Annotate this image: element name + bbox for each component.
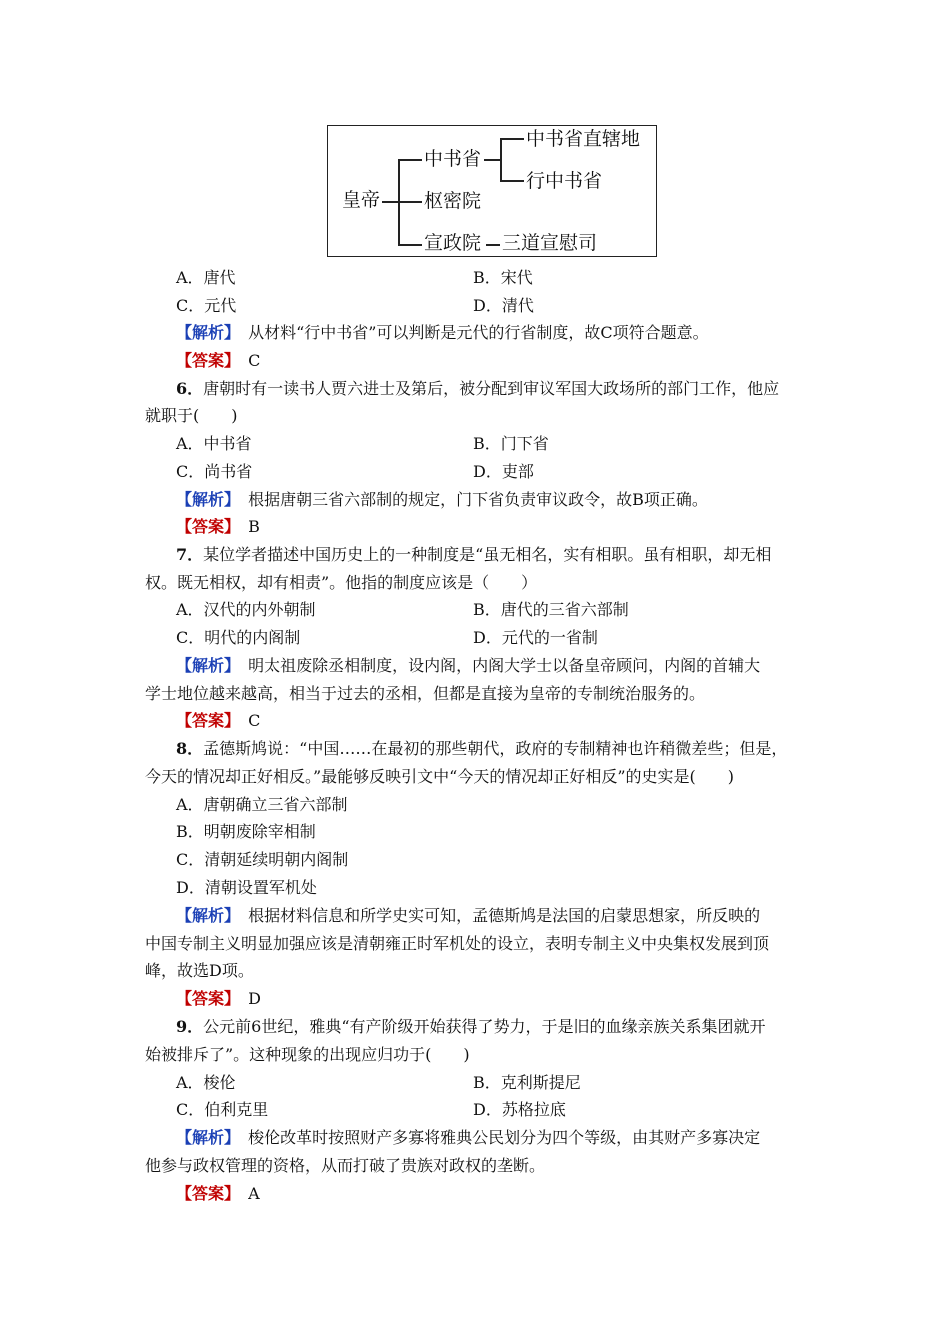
q6-option-a: A．中书省 bbox=[176, 434, 252, 453]
analysis-label: 解析 bbox=[192, 323, 225, 342]
q7-number: 7． bbox=[176, 545, 204, 564]
q6-answer: 【答案】 B bbox=[176, 517, 260, 536]
q5-answer-text: C bbox=[248, 351, 261, 370]
q9-analysis-line2: 他参与政权管理的资格，从而打破了贵族对政权的垄断。 bbox=[145, 1156, 546, 1175]
q5-analysis: 【解析】 从材料“行中书省”可以判断是元代的行省制度，故C项符合题意。 bbox=[176, 323, 709, 342]
q8-analysis-line2: 中国专制主义明显加强应该是清朝雍正时军机处的设立，表明专制主义中央集权发展到顶 bbox=[145, 934, 770, 953]
q6-option-b: B．门下省 bbox=[473, 434, 549, 453]
q5-analysis-text: 从材料“行中书省”可以判断是元代的行省制度，故C项符合题意。 bbox=[248, 323, 709, 342]
q7-option-d: D．元代的一省制 bbox=[473, 628, 598, 647]
diagram-connector bbox=[500, 138, 524, 140]
diagram-node-direct-area: 中书省直辖地 bbox=[526, 128, 641, 150]
q7-answer: 【答案】 C bbox=[176, 711, 261, 730]
q9-option-b: B．克利斯提尼 bbox=[473, 1073, 581, 1092]
q9-analysis-line1: 【解析】 梭伦改革时按照财产多寡将雅典公民划分为四个等级，由其财产多寡决定 bbox=[176, 1128, 761, 1147]
q9-answer-text: A bbox=[248, 1184, 260, 1203]
q9-stem-line2: 始被排斥了”。这种现象的出现应归功于( ) bbox=[145, 1045, 470, 1064]
diagram-connector bbox=[484, 159, 500, 161]
yuan-structure-diagram bbox=[327, 125, 657, 257]
q8-option-a: A．唐朝确立三省六部制 bbox=[176, 795, 348, 814]
q8-analysis-line1: 【解析】 根据材料信息和所学史实可知，孟德斯鸠是法国的启蒙思想家，所反映的 bbox=[176, 906, 761, 925]
q5-option-d: D．清代 bbox=[473, 296, 534, 315]
q7-option-c: C．明代的内阁制 bbox=[176, 628, 301, 647]
diagram-node-zhongshusheng: 中书省 bbox=[424, 148, 482, 170]
diagram-node-emperor: 皇帝 bbox=[342, 189, 381, 211]
q8-option-c: C．清朝延续明朝内阁制 bbox=[176, 850, 349, 869]
q8-option-b: B．明朝废除宰相制 bbox=[176, 822, 316, 841]
diagram-node-xuanzhengyuan: 宣政院 bbox=[424, 232, 482, 254]
diagram-connector bbox=[382, 201, 398, 203]
q8-option-d: D．清朝设置军机处 bbox=[176, 878, 317, 897]
q9-number: 9． bbox=[176, 1017, 204, 1036]
q6-option-d: D．吏部 bbox=[473, 462, 534, 481]
q6-stem-line2: 就职于( ) bbox=[145, 406, 238, 425]
diagram-node-shumiyuan: 枢密院 bbox=[424, 190, 482, 212]
q8-number: 8． bbox=[176, 739, 204, 758]
diagram-connector bbox=[500, 138, 502, 181]
q5-option-c: C．元代 bbox=[176, 296, 237, 315]
q6-answer-text: B bbox=[248, 517, 260, 536]
diagram-connector bbox=[398, 159, 422, 161]
q9-answer: 【答案】 A bbox=[176, 1184, 260, 1203]
diagram-node-province: 行中书省 bbox=[526, 170, 603, 192]
q9-option-a: A．梭伦 bbox=[176, 1073, 236, 1092]
q9-stem-line1: 9．公元前6世纪，雅典“有产阶级开始获得了势力，于是旧的血缘亲族关系集团就开 bbox=[176, 1017, 766, 1036]
q7-analysis-line1: 【解析】 明太祖废除丞相制度，设内阁，内阁大学士以备皇帝顾问，内阁的首辅大 bbox=[176, 656, 761, 675]
q7-stem-line2: 权。既无相权，却有相责”。他指的制度应该是（ ） bbox=[145, 573, 538, 592]
diagram-node-xuanweisi: 三道宣慰司 bbox=[502, 232, 598, 254]
q7-option-a: A．汉代的内外朝制 bbox=[176, 600, 316, 619]
q9-option-d: D．苏格拉底 bbox=[473, 1100, 566, 1119]
q8-stem-line1: 8．孟德斯鸠说：“中国……在最初的那些朝代，政府的专制精神也许稍微差些；但是， bbox=[176, 739, 788, 758]
q8-answer-text: D bbox=[248, 989, 261, 1008]
q8-answer: 【答案】 D bbox=[176, 989, 261, 1008]
q8-analysis-line3: 峰，故选D项。 bbox=[145, 961, 254, 980]
q7-answer-text: C bbox=[248, 711, 261, 730]
q5-option-a: A．唐代 bbox=[176, 268, 236, 287]
q8-stem-line2: 今天的情况却正好相反。”最能够反映引文中“今天的情况却正好相反”的史实是( ) bbox=[145, 767, 735, 786]
diagram-connector bbox=[500, 180, 524, 182]
q6-analysis-text: 根据唐朝三省六部制的规定，门下省负责审议政令，故B项正确。 bbox=[248, 490, 708, 509]
diagram-connector bbox=[398, 201, 422, 203]
q9-option-c: C．伯利克里 bbox=[176, 1100, 269, 1119]
q5-option-b: B．宋代 bbox=[473, 268, 533, 287]
q5-answer: 【答案】 C bbox=[176, 351, 261, 370]
q6-number: 6． bbox=[176, 379, 204, 398]
q6-analysis: 【解析】 根据唐朝三省六部制的规定，门下省负责审议政令，故B项正确。 bbox=[176, 490, 708, 509]
answer-label: 答案 bbox=[192, 351, 225, 370]
q6-stem-line1: 6．唐朝时有一读书人贾六进士及第后，被分配到审议军国大政场所的部门工作，他应 bbox=[176, 379, 780, 398]
q7-option-b: B．唐代的三省六部制 bbox=[473, 600, 629, 619]
q7-analysis-line2: 学士地位越来越高，相当于过去的丞相，但都是直接为皇帝的专制统治服务的。 bbox=[145, 684, 706, 703]
q7-stem-line1: 7．某位学者描述中国历史上的一种制度是“虽无相名，实有相职。虽有相职，却无相 bbox=[176, 545, 772, 564]
diagram-connector bbox=[486, 244, 500, 246]
diagram-connector bbox=[398, 244, 422, 246]
q6-option-c: C．尚书省 bbox=[176, 462, 253, 481]
